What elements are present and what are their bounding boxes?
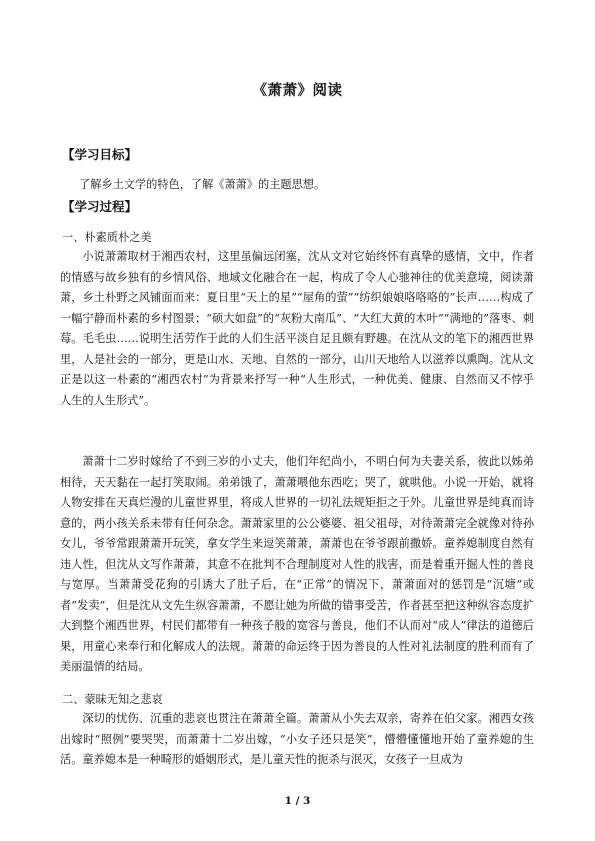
goal-text: 了解乡土文学的特色，了解《萧萧》的主题思想。: [79, 178, 326, 191]
section2-heading: 二、蒙昧无知之悲哀: [62, 693, 163, 706]
process-heading: 【学习过程】: [62, 199, 138, 214]
section2-paragraph-1: 深切的忧伤、沉重的悲哀也贯注在萧萧全篇。萧萧从小失去双亲，寄养在伯父家。湘西女孩出嫁时“照例”要哭哭，而萧萧十二岁出嫁，“小女子还只是笑”，懵懵懂懂地开始了童养媳的生活。童养媳本是一种畸形的婚姻形式，是儿童天性的扼杀与泯灭，女孩子一旦成为: [60, 712, 534, 766]
section1-heading: 一、朴素质朴之美: [62, 231, 152, 244]
section1-paragraph-1: 小说萧萧取材于湘西农村，这里虽偏远闭塞，沈从文对它始终怀有真挚的感情，文中，作者的情感与故乡独有的乡情风俗、地域文化融合在一起，构成了令人心驰神往的优美意境，阅读萧萧，乡土朴野之风铺面而来：夏日里“天上的星”“屋角的萤”“纺织娘娘咯咯咯的”长声……构成了一幅宁静而朴素的乡村图景；“硕大如盘”的“灰粉大南瓜”、“大红大黄的木叶”“满地的”落枣、刺莓。毛毛虫……说明生活劳作于此的人们生活平淡自足且颇有野趣。在沈从文的笔下的湘西世界里，人是社会的一部分，更是山水、天地、自然的一部分，山川天地给人以滋养以熏陶。沈从文正是以这一朴素的“湘西农村”为背景来抒写一种“人生形式，一种优美、健康、自然而又不悖乎人生的人生形式”。: [60, 250, 534, 407]
section1-paragraph-2: 萧萧十二岁时嫁给了不到三岁的小丈夫，他们年纪尚小，不明白何为夫妻关系，彼此以姊弟相待，天天黏在一起打笑取闹。弟弟饿了，萧萧喂他东西吃；哭了，就哄他。小说一开始，就将人物安排在天真烂漫的儿童世界里，将成人世界的一切礼法规矩拒之于外。儿童世界是纯真而诗意的，两小孩关系未带有任何杂念。萧萧家里的公公婆婆、祖父祖母，对待萧萧完全就像对待孙女儿，爷爷常跟萧萧开玩笑，拿女学生来逗笑萧萧，萧萧也在爷爷跟前撒娇。童养媳制度自然有违人性，但沈从文写作萧萧，其意不在批判不合理制度对人性的戕害，而是着重开掘人性的善良与宽厚。当萧萧受花狗的引诱大了肚子后，在“正常”的情况下，萧萧面对的惩罚是“沉塘”或者“发卖”，但是沈从文先生纵容萧萧，不愿让她为所做的错事受苦，作者甚至把这种纵容态度扩大到整个湘西世界，村民们都带有一种孩子般的宽容与善良，他们不认而对“成人”律法的道德后果，用童心来奉行和化解成人的法规。萧萧的命运终于因为善良的人性对礼法制度的胜利而有了美丽温情的结局。: [60, 455, 534, 673]
page-number: 1 / 3: [284, 795, 311, 807]
goal-heading: 【学习目标】: [62, 147, 138, 162]
document-title: 《萧萧》阅读: [252, 82, 343, 99]
